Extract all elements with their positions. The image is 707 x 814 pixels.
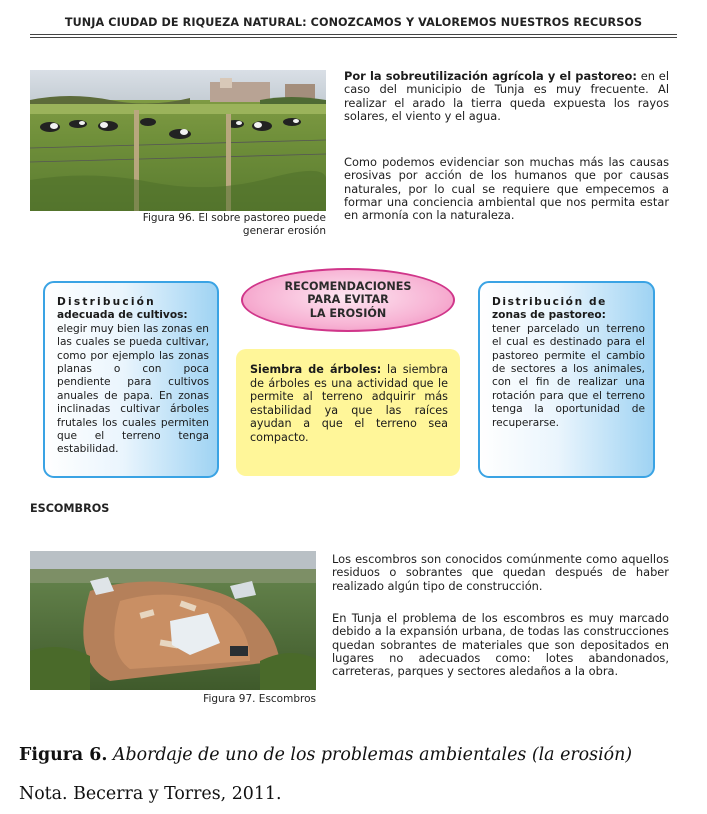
crop-distribution-heading-line1: Distribución bbox=[57, 296, 156, 308]
figure-96-caption-line1: Figura 96. El sobre pastoreo puede bbox=[142, 212, 326, 224]
rubble-photo bbox=[30, 551, 316, 690]
escombros-definition-paragraph: Los escombros son conocidos comúnmente como aquellos residuos o sobrantes que quedan después de haber realizado algún tipo de construcción. bbox=[332, 552, 669, 593]
recommendations-title-oval bbox=[241, 268, 455, 332]
overuse-heading: Por la sobreutilización agrícola y el pastoreo: bbox=[344, 69, 637, 83]
page-header-title: TUNJA CIUDAD DE RIQUEZA NATURAL: CONOZCAMOS Y VALOREMOS NUESTROS RECURSOS bbox=[64, 16, 643, 29]
grazing-distribution-heading-line1: Distribución de bbox=[492, 296, 607, 308]
crop-distribution-body: elegir muy bien las zonas en las cuales se pueda cultivar, como por ejemplo las zonas planas o con poca pendiente para cultivos anuales de papa. En zonas inclinadas cultivar árboles frutales los cuales permiten que el terreno tenga estabilidad. bbox=[57, 322, 209, 456]
figure-6-note: Nota. Becerra y Torres, 2011. bbox=[19, 784, 282, 804]
figure-96-caption-line2: generar erosión bbox=[242, 225, 326, 237]
tree-planting-box bbox=[236, 349, 460, 476]
escombros-tunja-paragraph: En Tunja el problema de los escombros es muy marcado debido a la expansión urbana, de todas las construcciones quedan sobrantes de materiales que son depositados en lugares no adecuados como: lotes abandonados, carreteras, parques y sectores aledaños a la obra. bbox=[332, 611, 669, 679]
tree-planting-body: la siembra de árboles es una actividad que le permite al terreno adquirir más estabilidad ya que las raíces ayudan a que el terreno sea compacto. bbox=[250, 363, 448, 444]
figure-6-title: Abordaje de uno de los problemas ambientales (la erosión) bbox=[107, 745, 633, 765]
recommendations-title-line1: RECOMENDACIONES bbox=[284, 279, 412, 293]
recommendations-title-line2: PARA EVITAR bbox=[307, 293, 389, 307]
crop-distribution-box bbox=[43, 281, 219, 478]
grazing-distribution-body: tener parcelado un terreno el cual es destinado para el pastoreo permite el cambio de sectores a los animales, con el fin de realizar una rotación para que el terreno tenga la oportunidad de recuperarse. bbox=[492, 322, 645, 429]
header-rule-top bbox=[30, 34, 677, 35]
grazing-distribution-heading-line2: zonas de pastoreo: bbox=[492, 309, 606, 322]
tree-planting-heading: Siembra de árboles: bbox=[250, 363, 382, 376]
figure-6-caption bbox=[19, 745, 699, 765]
escombros-section-title: ESCOMBROS bbox=[30, 502, 110, 515]
figure-96-caption bbox=[30, 212, 326, 238]
header-rule-bottom bbox=[30, 37, 677, 38]
pasture-cows-photo bbox=[30, 70, 326, 211]
grazing-distribution-box bbox=[478, 281, 655, 478]
figure-6-label: Figura 6. bbox=[19, 745, 108, 765]
overuse-text: en el caso del municipio de Tunja es muy frecuente. Al realizar el arado la tierra queda expuesta los rayos solares, el viento y el agua. bbox=[344, 69, 669, 123]
causes-paragraph: Como podemos evidenciar son muchas más las causas erosivas por acción de los humanos que por causas naturales, por lo cual se requiere que empecemos a formar una conciencia ambiental que nos permita estar en armonía con la naturaleza. bbox=[344, 155, 669, 223]
overuse-paragraph bbox=[344, 70, 669, 123]
crop-distribution-heading-line2: adecuada de cultivos: bbox=[57, 309, 188, 322]
figure-97-caption: Figura 97. Escombros bbox=[203, 693, 316, 705]
recommendations-title-line3: LA EROSIÓN bbox=[309, 306, 387, 320]
